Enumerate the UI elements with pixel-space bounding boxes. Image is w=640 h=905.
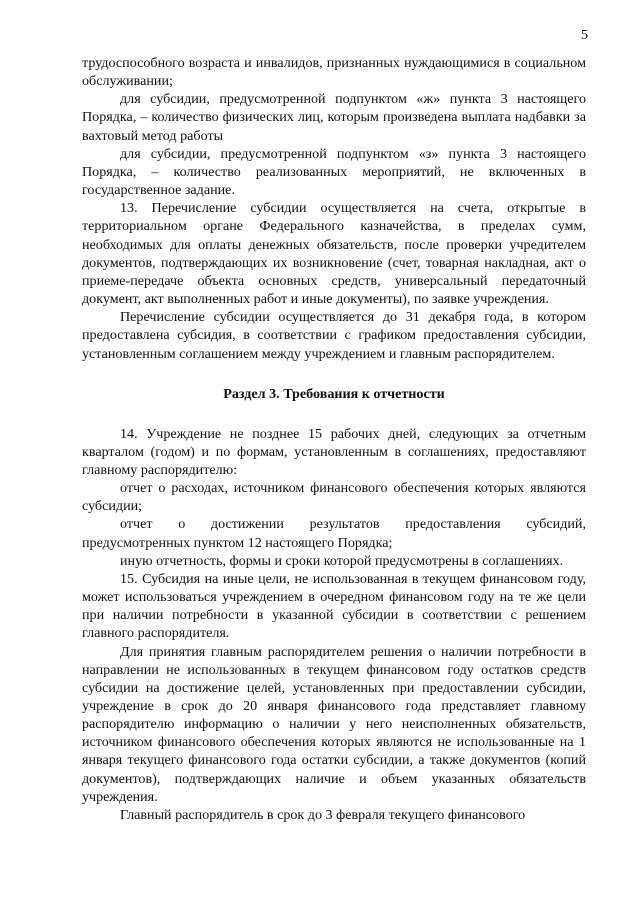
paragraph-cut-off: Главный распорядитель в срок до 3 февраля текущего финансового — [120, 806, 526, 823]
paragraph-continuation: трудоспособного возраста и инвалидов, признанных нуждающимися в социальном обслуживании; — [82, 55, 586, 90]
paragraph-13: 13. Перечисление субсидии осуществляется на счета, открытые в территориальном органе Федерального казначейства, в пределах сумм, необходимых для оплаты денежных обязательств, после проверки учредителем документов, подтверждающих их возникновение (счет, товарная накладная, акт о приеме-передаче объекта основных средств, универсальный передаточный документ, акт выполненных работ и иные документы), по заявке учреждения. — [82, 200, 586, 308]
page-number: 5 — [581, 28, 588, 43]
paragraph-subsidy-z: для субсидии, предусмотренной подпунктом «з» пункта 3 настоящего Порядка, – количество реализованных мероприятий, не включенных в государственное задание. — [82, 145, 586, 199]
paragraph-decision-procedure: Для принятия главным распорядителем решения о наличии потребности в направлении не использованных в текущем финансовом году остатков средств субсидии на достижение целей, установленных при предоставлении субсидии, учреждение в срок до 20 января финансового года представляет главному распорядителю информацию о наличии у него неисполненных обязательств, источником финансового обеспечения которых являются не использованные на 1 января текущего финансового года остатки субсидии, а также документов (копий документов), подтверждающих наличие и объем указанных обязательств учреждения. — [82, 643, 586, 805]
list-item-results-report: отчет о достижении результатов предоставления субсидий, предусмотренных пунктом 12 настоящего Порядка; — [82, 516, 586, 551]
list-item-expense-report: отчет о расходах, источником финансового обеспечения которых являются субсидии; — [82, 480, 586, 515]
paragraph-subsidy-zh: для субсидии, предусмотренной подпунктом «ж» пункта 3 настоящего Порядка, – количество физических лиц, которым произведена выплата надбавки за вахтовый метод работы — [82, 91, 586, 144]
paragraph-15: 15. Субсидия на иные цели, не использованная в текущем финансовом году, может использоваться учреждением в очередном финансовом году на те же цели при наличии потребности в указанной субсидии в соответствии с решением главного распорядителя. — [82, 570, 586, 642]
list-item-other-reports: иную отчетность, формы и сроки которой предусмотрены в соглашениях. — [120, 552, 564, 569]
section-heading: Раздел 3. Требования к отчетности — [223, 385, 445, 402]
paragraph-transfer-deadline: Перечисление субсидии осуществляется до 31 декабря года, в котором предоставлена субсидия, в соответствии с графиком предоставления субсидии, установленным соглашением между учреждением и главным распорядителем. — [82, 309, 586, 362]
document-body — [82, 54, 586, 824]
paragraph-14: 14. Учреждение не позднее 15 рабочих дней, следующих за отчетным кварталом (годом) и по формам, установленным в соглашениях, предоставляют главному распорядителю: — [82, 425, 586, 478]
